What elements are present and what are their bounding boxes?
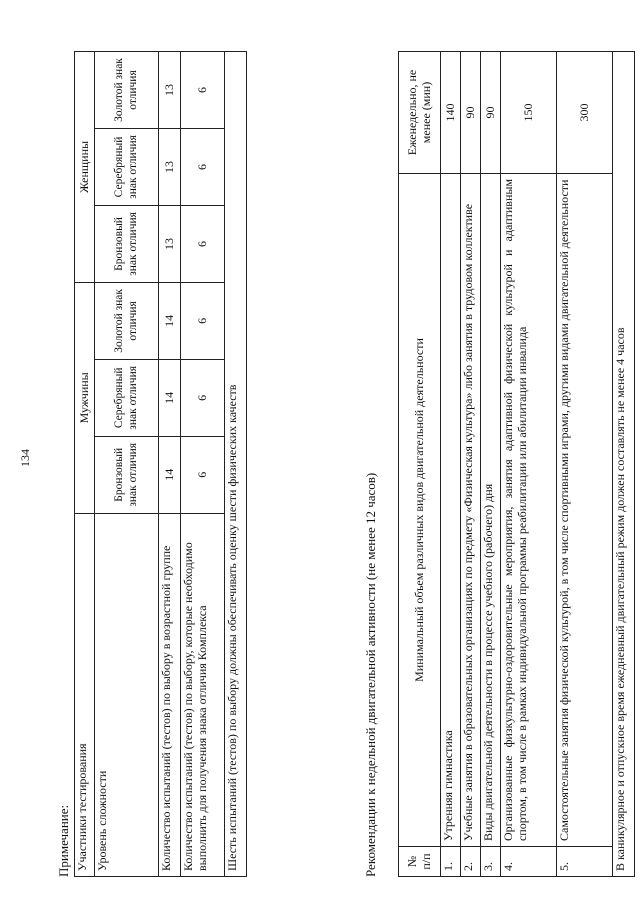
table-row [501,52,557,877]
badge-header: Бронзовый знак отличия [95,205,159,282]
table-row [461,52,481,877]
cell-value: 13 [159,128,181,205]
col-no-header: № п/п [399,847,441,877]
recommendation-title: Рекомендации к недельной двигательной активности (не менее 12 часов) [363,472,378,877]
men-header: Мужчины [75,282,95,513]
row-value: 300 [557,52,613,174]
row-text: Самостоятельные занятия физической культурой, в том числе спортивными играми, другими видами двигательной деятельности [557,173,613,846]
activity-table [398,51,635,877]
participants-label: Участники тестирования [75,513,95,876]
cell-value: 6 [181,128,225,205]
col-weekly-header: Еженедельно, не менее (мин) [399,52,441,174]
row-text: Организованные физкультурно-оздоровительные мероприятия, занятия адаптивной физической культурой и адаптивным спортом, в том числе в рамках индивидуальной программы реабилитации или абилитации инвалида [501,173,557,846]
row-number: 5. [557,847,613,877]
badge-header: Золотой знак отличия [95,52,159,129]
cell-value: 6 [181,205,225,282]
cell-value: 6 [181,52,225,129]
badge-header: Серебряный знак отличия [95,128,159,205]
cell-value: 13 [159,52,181,129]
table-row [557,52,613,877]
row-value: 90 [461,52,481,174]
badge-header: Бронзовый знак отличия [95,436,159,513]
difficulty-label: Уровень сложности [95,513,159,876]
row-number: 4. [501,847,557,877]
table-row [441,52,461,877]
page-number: 134 [18,449,32,467]
row-value: 90 [481,52,501,174]
badge-requirements-table [74,51,247,877]
row-number: 2. [461,847,481,877]
row-number: 1. [441,847,461,877]
row-value: 150 [501,52,557,174]
table-row [481,52,501,877]
cell-value: 14 [159,282,181,359]
cell-value: 6 [181,359,225,436]
table-row [181,52,225,877]
col-activity-header: Минимальный объем различных видов двигательной деятельности [399,173,441,846]
row-value: 140 [441,52,461,174]
note-label: Примечание: [56,804,71,877]
row-text: Виды двигательной деятельности в процессе учебного (рабочего) дня [481,173,501,846]
table-footer: В каникулярное и отпускное время ежедневный двигательный режим должен составлять не менее 4 часов [613,52,635,877]
row-label: Количество испытаний (тестов) по выбору, которые необходимо выполнить для получения знака отличия Комплекса [181,513,225,876]
table-row [159,52,181,877]
badge-header: Золотой знак отличия [95,282,159,359]
women-header: Женщины [75,52,95,283]
badge-header: Серебряный знак отличия [95,359,159,436]
cell-value: 13 [159,205,181,282]
cell-value: 6 [181,436,225,513]
cell-value: 14 [159,436,181,513]
row-text: Учебные занятия в образовательных организациях по предмету «Физическая культура» либо занятия в трудовом коллективе [461,173,481,846]
table-footer: Шесть испытаний (тестов) по выбору должны обеспечивать оценку шести физических качеств [225,52,247,877]
row-text: Утренняя гимнастика [441,173,461,846]
cell-value: 6 [181,282,225,359]
cell-value: 14 [159,359,181,436]
row-number: 3. [481,847,501,877]
row-label: Количество испытаний (тестов) по выбору в возрастной группе [159,513,181,876]
